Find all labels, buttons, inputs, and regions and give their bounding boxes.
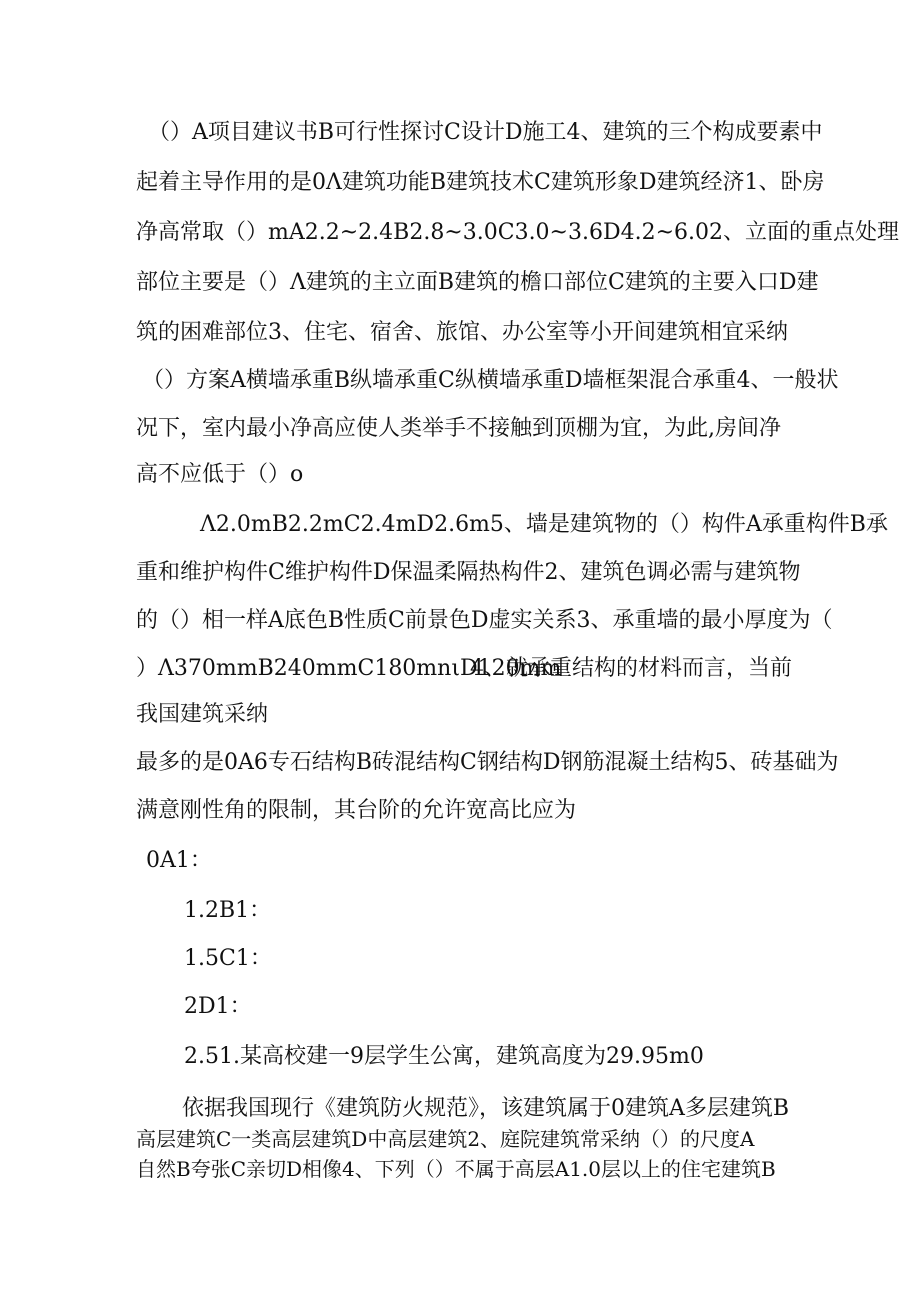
text-line: 2.51.某高校建一9层学生公寓，建筑高度为29.95m0 xyxy=(184,1044,704,1069)
text-line: 依据我国现行《建筑防火规范》，该建筑属于0建筑A多层建筑B xyxy=(182,1096,790,1121)
text-line: 况下，室内最小净高应使人类举手不接触到顶棚为宜，为此,房间净 xyxy=(136,416,781,441)
text-line: 我国建筑采纳 xyxy=(136,702,269,727)
text-line: 0A1： xyxy=(146,848,212,873)
text-line: 自然B夸张C亲切D相像4、下列（）不属于高层A1.0层以上的住宅建筑B xyxy=(136,1157,776,1181)
text-line: 4、就承重结构的材料而言，当前 xyxy=(470,656,792,681)
text-line: 净高常取（）mA2.2~2.4B2.8~3.0C3.0~3.6D4.2~6.02、立面的重点处理 xyxy=(136,220,900,245)
text-line: 最多的是0A6专石结构B砖混结构C钢结构D钢筋混凝土结构5、砖基础为 xyxy=(136,750,839,775)
text-line: ）Λ370mmB240mmC180mnιD120mm xyxy=(136,656,562,681)
text-line: 起着主导作用的是0Λ建筑功能B建筑技术C建筑形象D建筑经济1、卧房 xyxy=(136,170,825,195)
text-line: 筑的困难部位3、住宅、宿舍、旅馆、办公室等小开间建筑相宜采纳 xyxy=(136,320,788,345)
text-line: 高不应低于（）o xyxy=(136,462,304,487)
text-line: （）方案A横墙承重B纵墙承重C纵横墙承重D墙框架混合承重4、一般状 xyxy=(142,368,839,393)
text-line: 高层建筑C一类高层建筑D中高层建筑2、庭院建筑常采纳（）的尺度A xyxy=(136,1127,755,1151)
text-line: 部位主要是（）Λ建筑的主立面B建筑的檐口部位C建筑的主要入口D建 xyxy=(136,270,819,295)
text-line: Λ2.0mB2.2mC2.4mD2.6m5、墙是建筑物的（）构件A承重构件B承 xyxy=(200,512,888,537)
text-line: 的（）相一样A底色B性质C前景色D虚实关系3、承重墙的最小厚度为（ xyxy=(136,608,833,633)
text-line: 2D1： xyxy=(184,994,252,1019)
text-line: 1.5C1： xyxy=(184,946,272,971)
text-line: 满意刚性角的限制，其台阶的允许宽高比应为 xyxy=(136,798,577,823)
text-line: （）A项目建议书B可行性探讨C设计D施工4、建筑的三个构成要素中 xyxy=(148,120,823,145)
text-line: 重和维护构件C维护构件D保温柔隔热构件2、建筑色调必需与建筑物 xyxy=(136,560,801,585)
text-line: 1.2B1： xyxy=(184,898,272,923)
